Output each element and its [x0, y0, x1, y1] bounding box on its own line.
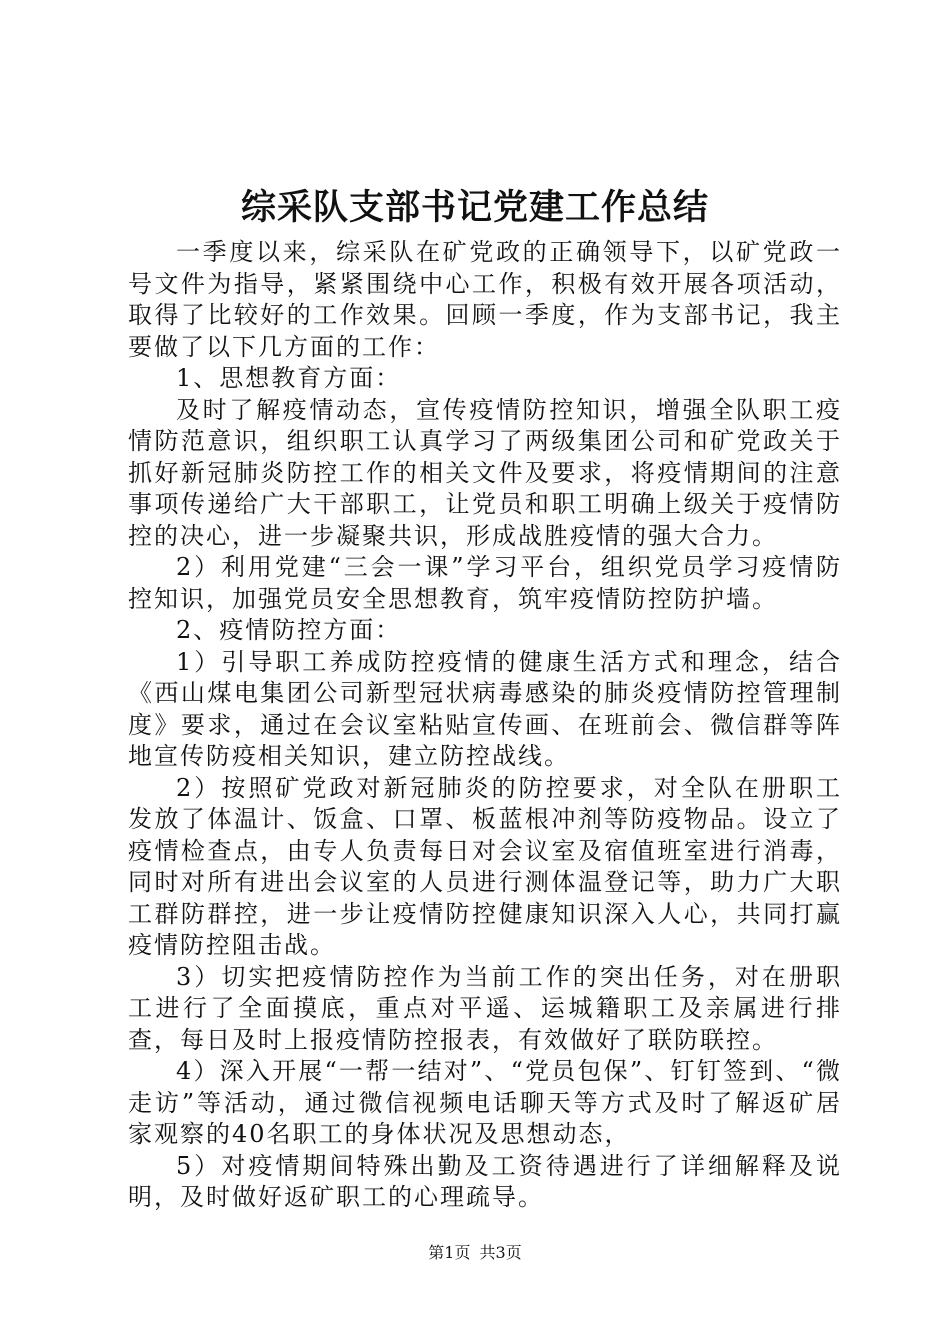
section-heading: 1、思想教育方面：	[176, 364, 402, 392]
document-body	[128, 237, 842, 1214]
paragraph: 一季度以来，综采队在矿党政的正确领导下，以矿党政一号文件为指导，紧紧围绕中心工作，积极有效开展各项活动，取得了比较好的工作效果。回顾一季度，作为支部书记，我主要做了以下几方面的工作：	[128, 238, 842, 361]
page-footer	[0, 1243, 950, 1263]
page-number: 第1页	[428, 1243, 471, 1262]
section-heading: 2、疫情防控方面：	[176, 616, 402, 644]
paragraph: 2）按照矿党政对新冠肺炎的防控要求，对全队在册职工发放了体温计、饭盒、口罩、板蓝根冲剂等防疫物品。设立了疫情检查点，由专人负责每日对会议室及宿值班室进行消毒，同时对所有进出会议室的人员进行测体温登记等，助力广大职工群防群控，进一步让疫情防控健康知识深入人心，共同打赢疫情防控阻击战。	[128, 773, 842, 959]
paragraph: 4）深入开展“一帮一结对”、“党员包保”、钉钉签到、“微走访”等活动，通过微信视频电话聊天等方式及时了解返矿居家观察的40名职工的身体状况及思想动态，	[128, 1057, 842, 1148]
page-total: 共3页	[479, 1243, 522, 1262]
paragraph: 5）对疫情期间特殊出勤及工资待遇进行了详细解释及说明，及时做好返矿职工的心理疏导。	[128, 1151, 842, 1211]
paragraph: 2）利用党建“三会一课”学习平台，组织党员学习疫情防控知识，加强党员安全思想教育，筑牢疫情防控防护墙。	[128, 553, 842, 613]
paragraph: 3）切实把疫情防控作为当前工作的突出任务，对在册职工进行了全面摸底，重点对平遥、运城籍职工及亲属进行排查，每日及时上报疫情防控报表，有效做好了联防联控。	[128, 962, 842, 1054]
paragraph: 及时了解疫情动态，宣传疫情防控知识，增强全队职工疫情防范意识，组织职工认真学习了两级集团公司和矿党政关于抓好新冠肺炎防控工作的相关文件及要求，将疫情期间的注意事项传递给广大干部职工，让党员和职工明确上级关于疫情防控的决心，进一步凝聚共识，形成战胜疫情的强大合力。	[128, 395, 842, 550]
paragraph: 1）引导职工养成防控疫情的健康生活方式和理念，结合《西山煤电集团公司新型冠状病毒感染的肺炎疫情防控管理制度》要求，通过在会议室粘贴宣传画、在班前会、微信群等阵地宣传防疫相关知识，建立防控战线。	[128, 647, 842, 770]
document-title: 综采队支部书记党建工作总结	[240, 187, 709, 228]
